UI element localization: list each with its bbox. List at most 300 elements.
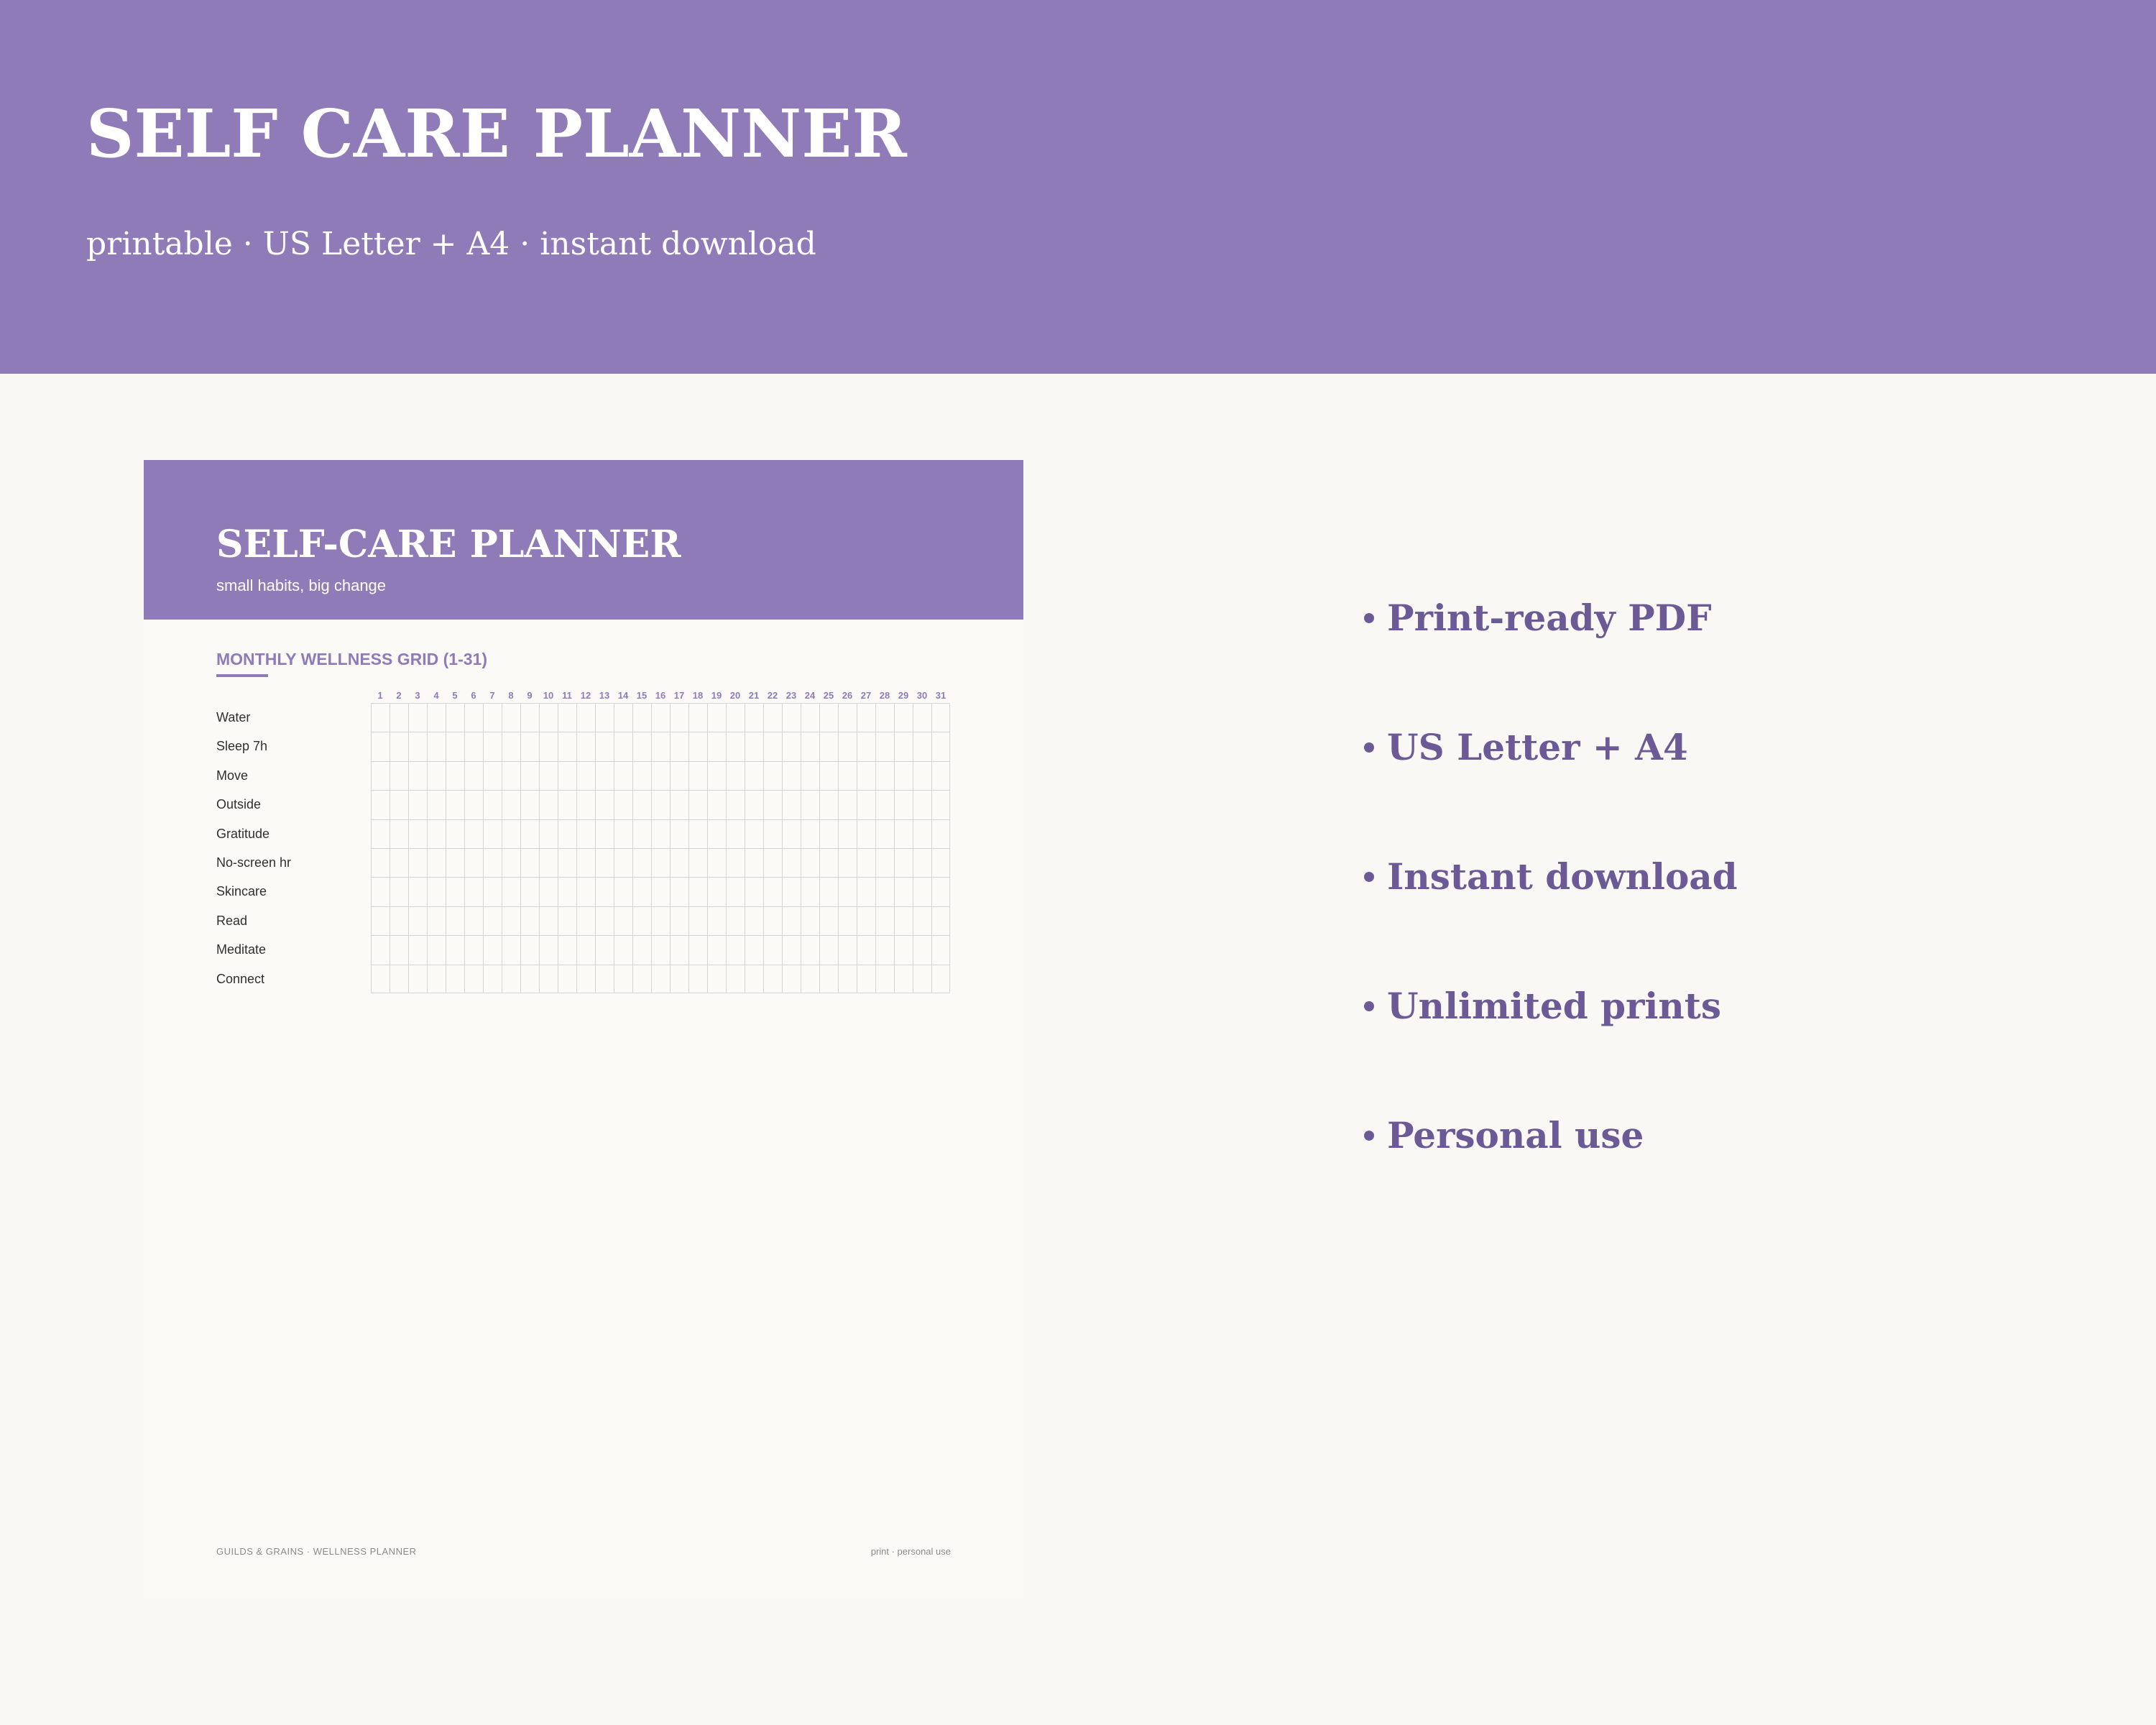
grid-cell bbox=[745, 877, 763, 906]
grid-cell bbox=[801, 703, 819, 732]
grid-cell bbox=[875, 877, 894, 906]
grid-cell bbox=[502, 732, 520, 760]
day-number: 28 bbox=[879, 690, 890, 701]
hero-title: SELF CARE PLANNER bbox=[86, 95, 907, 172]
grid-cell bbox=[857, 935, 875, 964]
grid-cell bbox=[801, 790, 819, 819]
day-number: 6 bbox=[471, 690, 476, 701]
grid-cell bbox=[539, 703, 558, 732]
grid-cell bbox=[651, 703, 670, 732]
grid-cell bbox=[558, 848, 576, 877]
grid-cell bbox=[875, 848, 894, 877]
grid-cell bbox=[894, 935, 913, 964]
grid-cell bbox=[875, 790, 894, 819]
grid-cell bbox=[931, 877, 950, 906]
grid-cell bbox=[614, 935, 632, 964]
grid-cell bbox=[931, 703, 950, 732]
grid-cell bbox=[913, 761, 931, 790]
grid-cell bbox=[819, 935, 838, 964]
grid-cell bbox=[614, 848, 632, 877]
grid-cell bbox=[464, 848, 483, 877]
grid-cell bbox=[408, 965, 427, 993]
grid-cell bbox=[726, 965, 745, 993]
grid-cell bbox=[707, 848, 726, 877]
day-number: 24 bbox=[804, 690, 816, 701]
grid-cell bbox=[782, 906, 801, 935]
grid-cell bbox=[520, 848, 539, 877]
day-number-header bbox=[371, 690, 951, 702]
grid-cell bbox=[464, 703, 483, 732]
day-number: 17 bbox=[673, 690, 685, 701]
grid-cell bbox=[464, 761, 483, 790]
grid-cell bbox=[913, 732, 931, 760]
grid-cell bbox=[745, 935, 763, 964]
grid-cell bbox=[857, 877, 875, 906]
day-number: 3 bbox=[415, 690, 420, 701]
grid-cell bbox=[857, 790, 875, 819]
feature-item bbox=[1364, 683, 2083, 812]
grid-cell bbox=[763, 906, 782, 935]
grid-cell bbox=[838, 819, 857, 848]
grid-cell bbox=[614, 906, 632, 935]
grid-cell bbox=[558, 935, 576, 964]
grid-cell bbox=[632, 819, 651, 848]
day-number: 18 bbox=[692, 690, 704, 701]
grid-cell bbox=[632, 761, 651, 790]
grid-cell bbox=[539, 935, 558, 964]
grid-cell bbox=[539, 732, 558, 760]
grid-cell bbox=[427, 965, 446, 993]
grid-cell bbox=[707, 877, 726, 906]
grid-cell bbox=[595, 965, 614, 993]
bullet-icon bbox=[1364, 742, 1374, 753]
habit-grid-row bbox=[371, 906, 951, 935]
grid-cell bbox=[651, 848, 670, 877]
grid-cell bbox=[707, 906, 726, 935]
grid-cell bbox=[688, 965, 707, 993]
grid-cell bbox=[931, 935, 950, 964]
grid-cell bbox=[520, 732, 539, 760]
grid-cell bbox=[819, 732, 838, 760]
grid-cell bbox=[390, 906, 408, 935]
grid-cell bbox=[726, 761, 745, 790]
grid-cell bbox=[427, 732, 446, 760]
grid-cell bbox=[502, 848, 520, 877]
day-number: 31 bbox=[935, 690, 946, 701]
grid-cell bbox=[801, 877, 819, 906]
section-underline bbox=[216, 674, 268, 677]
sheet-footer-brand: GUILDS & GRAINS · WELLNESS PLANNER bbox=[216, 1546, 417, 1557]
day-number: 27 bbox=[860, 690, 872, 701]
grid-cell bbox=[857, 761, 875, 790]
grid-cell bbox=[446, 761, 464, 790]
grid-cell bbox=[651, 732, 670, 760]
grid-cell bbox=[894, 965, 913, 993]
grid-cell bbox=[614, 790, 632, 819]
grid-cell bbox=[390, 703, 408, 732]
grid-cell bbox=[371, 848, 390, 877]
grid-cell bbox=[838, 703, 857, 732]
habit-label: Read bbox=[216, 913, 248, 928]
grid-cell bbox=[707, 819, 726, 848]
grid-cell bbox=[801, 819, 819, 848]
grid-cell bbox=[670, 848, 688, 877]
grid-cell bbox=[483, 877, 502, 906]
grid-cell bbox=[875, 819, 894, 848]
grid-cell bbox=[857, 848, 875, 877]
day-number: 2 bbox=[396, 690, 402, 701]
grid-cell bbox=[390, 819, 408, 848]
grid-cell bbox=[688, 877, 707, 906]
grid-cell bbox=[838, 761, 857, 790]
grid-cell bbox=[819, 703, 838, 732]
habit-grid-row bbox=[371, 732, 951, 760]
grid-cell bbox=[520, 703, 539, 732]
habit-label: Gratitude bbox=[216, 826, 270, 841]
grid-cell bbox=[913, 819, 931, 848]
grid-cell bbox=[576, 703, 595, 732]
feature-label: Instant download bbox=[1387, 855, 1738, 898]
day-number: 16 bbox=[655, 690, 666, 701]
grid-cell bbox=[745, 761, 763, 790]
grid-cell bbox=[576, 906, 595, 935]
grid-cell bbox=[688, 819, 707, 848]
grid-cell bbox=[763, 935, 782, 964]
grid-cell bbox=[558, 965, 576, 993]
feature-item bbox=[1364, 1071, 2083, 1200]
grid-cell bbox=[408, 703, 427, 732]
grid-cell bbox=[875, 906, 894, 935]
grid-cell bbox=[745, 790, 763, 819]
grid-cell bbox=[763, 877, 782, 906]
grid-cell bbox=[913, 790, 931, 819]
grid-cell bbox=[913, 935, 931, 964]
day-number: 4 bbox=[433, 690, 439, 701]
grid-cell bbox=[782, 819, 801, 848]
grid-cell bbox=[464, 906, 483, 935]
day-number: 9 bbox=[527, 690, 533, 701]
grid-cell bbox=[502, 819, 520, 848]
grid-cell bbox=[632, 935, 651, 964]
grid-cell bbox=[745, 819, 763, 848]
grid-cell bbox=[875, 703, 894, 732]
grid-cell bbox=[595, 935, 614, 964]
grid-cell bbox=[875, 732, 894, 760]
grid-cell bbox=[595, 906, 614, 935]
grid-cell bbox=[931, 906, 950, 935]
sheet-tagline: small habits, big change bbox=[216, 576, 387, 594]
grid-cell bbox=[427, 848, 446, 877]
grid-cell bbox=[502, 965, 520, 993]
grid-cell bbox=[502, 935, 520, 964]
feature-item bbox=[1364, 553, 2083, 683]
grid-cell bbox=[390, 965, 408, 993]
grid-cell bbox=[726, 703, 745, 732]
grid-cell bbox=[782, 877, 801, 906]
grid-cell bbox=[502, 761, 520, 790]
grid-cell bbox=[408, 761, 427, 790]
grid-cell bbox=[913, 965, 931, 993]
grid-cell bbox=[745, 703, 763, 732]
grid-cell bbox=[371, 906, 390, 935]
grid-cell bbox=[707, 790, 726, 819]
grid-cell bbox=[894, 761, 913, 790]
grid-cell bbox=[446, 732, 464, 760]
feature-label: Print-ready PDF bbox=[1387, 597, 1712, 639]
grid-cell bbox=[838, 877, 857, 906]
grid-cell bbox=[763, 732, 782, 760]
grid-cell bbox=[576, 819, 595, 848]
grid-cell bbox=[726, 732, 745, 760]
grid-cell bbox=[446, 877, 464, 906]
grid-cell bbox=[408, 790, 427, 819]
grid-cell bbox=[427, 877, 446, 906]
grid-cell bbox=[595, 732, 614, 760]
grid-cell bbox=[763, 848, 782, 877]
grid-cell bbox=[520, 877, 539, 906]
grid-cell bbox=[464, 790, 483, 819]
grid-cell bbox=[931, 761, 950, 790]
grid-cell bbox=[819, 790, 838, 819]
grid-cell bbox=[875, 935, 894, 964]
grid-cell bbox=[483, 761, 502, 790]
grid-cell bbox=[688, 790, 707, 819]
grid-cell bbox=[576, 790, 595, 819]
grid-cell bbox=[464, 732, 483, 760]
grid-cell bbox=[390, 877, 408, 906]
grid-cell bbox=[632, 703, 651, 732]
grid-cell bbox=[632, 965, 651, 993]
grid-cell bbox=[371, 703, 390, 732]
habit-label: Sleep 7h bbox=[216, 739, 268, 754]
bullet-icon bbox=[1364, 613, 1374, 623]
day-number: 8 bbox=[508, 690, 514, 701]
grid-cell bbox=[371, 935, 390, 964]
grid-cell bbox=[427, 819, 446, 848]
grid-cell bbox=[801, 906, 819, 935]
grid-cell bbox=[670, 819, 688, 848]
grid-cell bbox=[502, 790, 520, 819]
day-number: 10 bbox=[543, 690, 554, 701]
grid-cell bbox=[782, 965, 801, 993]
day-number: 30 bbox=[916, 690, 928, 701]
grid-cell bbox=[614, 703, 632, 732]
grid-cell bbox=[576, 877, 595, 906]
grid-cell bbox=[464, 877, 483, 906]
grid-cell bbox=[894, 906, 913, 935]
grid-cell bbox=[446, 935, 464, 964]
grid-cell bbox=[670, 965, 688, 993]
grid-cell bbox=[913, 906, 931, 935]
grid-cell bbox=[931, 965, 950, 993]
grid-cell bbox=[651, 965, 670, 993]
grid-cell bbox=[427, 761, 446, 790]
grid-cell bbox=[875, 965, 894, 993]
habit-grid-row bbox=[371, 935, 951, 964]
grid-cell bbox=[688, 935, 707, 964]
grid-cell bbox=[446, 965, 464, 993]
grid-cell bbox=[688, 848, 707, 877]
day-number: 19 bbox=[711, 690, 722, 701]
feature-label: Unlimited prints bbox=[1387, 985, 1722, 1027]
day-number: 21 bbox=[748, 690, 760, 701]
grid-cell bbox=[857, 732, 875, 760]
grid-cell bbox=[782, 732, 801, 760]
grid-cell bbox=[520, 935, 539, 964]
habit-label: Outside bbox=[216, 797, 262, 812]
grid-cell bbox=[520, 819, 539, 848]
grid-cell bbox=[670, 935, 688, 964]
grid-cell bbox=[688, 732, 707, 760]
habit-grid-row bbox=[371, 965, 951, 993]
grid-cell bbox=[745, 732, 763, 760]
grid-cell bbox=[576, 761, 595, 790]
grid-cell bbox=[632, 790, 651, 819]
grid-cell bbox=[390, 761, 408, 790]
grid-cell bbox=[838, 906, 857, 935]
grid-cell bbox=[446, 790, 464, 819]
grid-cell bbox=[819, 848, 838, 877]
grid-cell bbox=[801, 761, 819, 790]
grid-cell bbox=[483, 790, 502, 819]
grid-cell bbox=[483, 732, 502, 760]
grid-cell bbox=[464, 819, 483, 848]
grid-cell bbox=[726, 906, 745, 935]
grid-cell bbox=[427, 703, 446, 732]
grid-cell bbox=[707, 703, 726, 732]
grid-cell bbox=[726, 819, 745, 848]
grid-cell bbox=[427, 790, 446, 819]
feature-list bbox=[1364, 553, 2083, 1200]
grid-cell bbox=[894, 819, 913, 848]
day-number: 13 bbox=[599, 690, 610, 701]
bullet-icon bbox=[1364, 872, 1374, 882]
grid-cell bbox=[857, 965, 875, 993]
habit-label: No-screen hr bbox=[216, 855, 292, 870]
grid-cell bbox=[745, 906, 763, 935]
grid-cell bbox=[539, 761, 558, 790]
grid-cell bbox=[371, 790, 390, 819]
feature-item bbox=[1364, 812, 2083, 942]
grid-cell bbox=[763, 790, 782, 819]
grid-cell bbox=[371, 732, 390, 760]
grid-cell bbox=[632, 732, 651, 760]
grid-cell bbox=[408, 935, 427, 964]
habit-grid-row bbox=[371, 790, 951, 819]
grid-cell bbox=[801, 965, 819, 993]
day-number: 12 bbox=[580, 690, 591, 701]
grid-cell bbox=[520, 965, 539, 993]
grid-cell bbox=[408, 819, 427, 848]
grid-cell bbox=[595, 819, 614, 848]
grid-cell bbox=[707, 935, 726, 964]
grid-cell bbox=[838, 790, 857, 819]
grid-cell bbox=[782, 761, 801, 790]
grid-cell bbox=[857, 819, 875, 848]
hero-banner bbox=[0, 0, 2156, 374]
grid-cell bbox=[688, 906, 707, 935]
grid-cell bbox=[894, 703, 913, 732]
grid-cell bbox=[614, 965, 632, 993]
grid-cell bbox=[838, 935, 857, 964]
grid-cell bbox=[539, 877, 558, 906]
day-number: 14 bbox=[617, 690, 629, 701]
sheet-footer-usage: print · personal use bbox=[870, 1546, 951, 1557]
grid-cell bbox=[614, 877, 632, 906]
grid-cell bbox=[408, 848, 427, 877]
grid-cell bbox=[688, 703, 707, 732]
day-number: 5 bbox=[452, 690, 458, 701]
grid-cell bbox=[931, 790, 950, 819]
day-number: 1 bbox=[377, 690, 383, 701]
grid-cell bbox=[651, 819, 670, 848]
grid-cell bbox=[707, 965, 726, 993]
grid-cell bbox=[931, 848, 950, 877]
habit-grid-row bbox=[371, 848, 951, 877]
grid-cell bbox=[819, 761, 838, 790]
grid-cell bbox=[819, 906, 838, 935]
grid-cell bbox=[595, 848, 614, 877]
grid-cell bbox=[446, 703, 464, 732]
planner-preview-sheet bbox=[144, 460, 1023, 1598]
grid-cell bbox=[894, 848, 913, 877]
grid-cell bbox=[539, 790, 558, 819]
grid-cell bbox=[595, 703, 614, 732]
grid-cell bbox=[614, 819, 632, 848]
grid-cell bbox=[670, 906, 688, 935]
grid-cell bbox=[576, 848, 595, 877]
feature-item bbox=[1364, 942, 2083, 1071]
grid-cell bbox=[838, 732, 857, 760]
habit-grid-row bbox=[371, 877, 951, 906]
grid-cell bbox=[558, 761, 576, 790]
habit-label-column bbox=[216, 703, 367, 993]
grid-cell bbox=[782, 935, 801, 964]
grid-cell bbox=[782, 790, 801, 819]
grid-cell bbox=[670, 703, 688, 732]
grid-cell bbox=[707, 761, 726, 790]
grid-cell bbox=[819, 965, 838, 993]
grid-cell bbox=[520, 761, 539, 790]
grid-cell bbox=[371, 761, 390, 790]
grid-cell bbox=[763, 761, 782, 790]
grid-cell bbox=[688, 761, 707, 790]
grid-cell bbox=[539, 965, 558, 993]
grid-cell bbox=[558, 790, 576, 819]
grid-cell bbox=[838, 965, 857, 993]
grid-cell bbox=[763, 819, 782, 848]
grid-cell bbox=[632, 877, 651, 906]
grid-cell bbox=[894, 732, 913, 760]
grid-cell bbox=[371, 877, 390, 906]
grid-cell bbox=[539, 819, 558, 848]
grid-cell bbox=[763, 965, 782, 993]
grid-cell bbox=[726, 848, 745, 877]
day-number: 26 bbox=[842, 690, 853, 701]
day-number: 29 bbox=[898, 690, 909, 701]
grid-cell bbox=[520, 790, 539, 819]
grid-cell bbox=[483, 819, 502, 848]
grid-cell bbox=[427, 906, 446, 935]
grid-cell bbox=[801, 935, 819, 964]
day-number: 20 bbox=[729, 690, 741, 701]
grid-cell bbox=[446, 906, 464, 935]
grid-cell bbox=[390, 732, 408, 760]
grid-cell bbox=[558, 703, 576, 732]
grid-cell bbox=[745, 848, 763, 877]
grid-cell bbox=[931, 819, 950, 848]
grid-cell bbox=[651, 906, 670, 935]
